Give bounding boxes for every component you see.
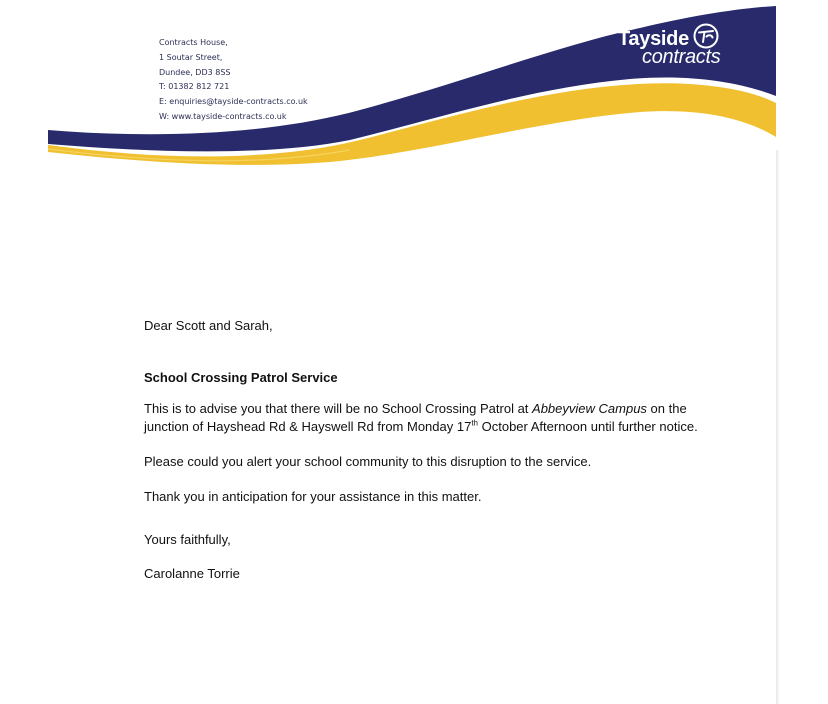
sender-contact-block [159, 36, 308, 125]
thanks-paragraph: Thank you in anticipation for your assistance in this matter. [144, 489, 482, 504]
email: E: enquiries@tayside-contracts.co.uk [159, 97, 308, 107]
signature-name: Carolanne Torrie [144, 566, 240, 581]
telephone: T: 01382 812 721 [159, 82, 230, 92]
address-line: 1 Soutar Street, [159, 52, 223, 62]
salutation: Dear Scott and Sarah, [144, 318, 273, 333]
date-ordinal: th [471, 418, 478, 428]
notice-text-start: This is to advise you that there will be no School Crossing Patrol at [144, 401, 533, 416]
notice-text-end: October Afternoon until further notice. [478, 419, 698, 434]
notice-paragraph [144, 400, 704, 436]
campus-name: Abbeyview Campus [532, 401, 647, 416]
address-line: Dundee, DD3 8SS [159, 67, 231, 77]
address-line: Contracts House, [159, 38, 228, 47]
notice-text-middle: on the junction of Hayshead Rd & Hayswell Rd from Monday 17 [144, 401, 687, 434]
logo-mark-icon [692, 22, 720, 50]
logo-word-tayside: Tayside [618, 28, 689, 50]
page-edge-shadow [776, 150, 779, 704]
request-paragraph: Please could you alert your school community to this disruption to the service. [144, 454, 592, 469]
letter-body [144, 317, 704, 583]
logo-word-contracts: contracts [642, 46, 721, 68]
tayside-contracts-logo [612, 22, 742, 72]
website: W: www.tayside-contracts.co.uk [159, 111, 287, 121]
subject-heading: School Crossing Patrol Service [144, 370, 338, 385]
closing: Yours faithfully, [144, 532, 231, 547]
